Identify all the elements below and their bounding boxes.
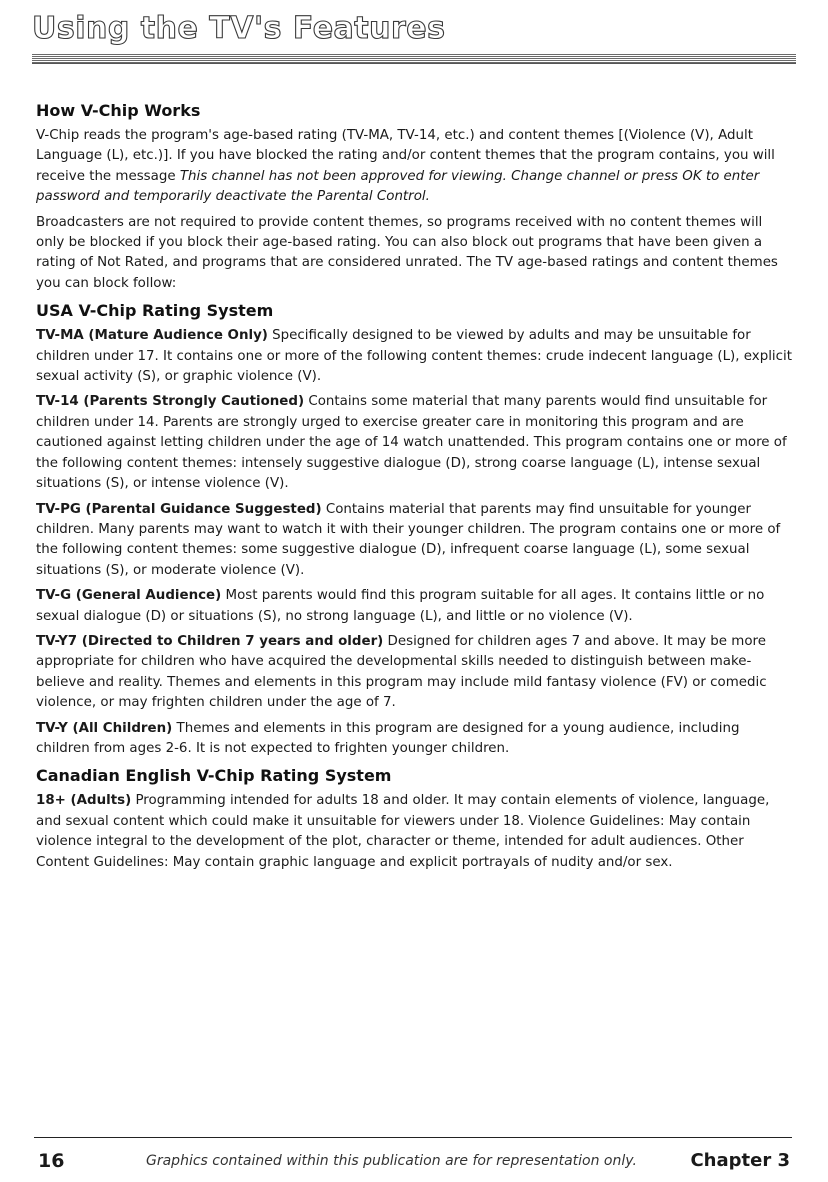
- rating-term: TV-PG (Parental Guidance Suggested): [36, 501, 322, 517]
- paragraph-broadcasters: Broadcasters are not required to provide content themes, so programs received with no content themes will only be blocked if you block their age-based rating. You can also block out programs that have been given a rating of Not Rated, and programs that are considered unrated. The TV age-based ratings and content themes you can block follow:: [36, 214, 778, 291]
- paragraph-how-intro: [36, 126, 792, 208]
- rating-description: Programming intended for adults 18 and older. It may contain elements of violence, language, and sexual content which could make it unsuitable for viewers under 18. Violence Guidelines: May contain violence integral to the development of the plot, character or theme, intended for adult audiences. Other Content Guidelines: May contain graphic language and explicit portrayals of nudity and/or sex.: [36, 793, 770, 870]
- footer-disclaimer: Graphics contained within this publication are for representation only.: [146, 1153, 637, 1169]
- rating-entry-tv-y: [36, 719, 792, 760]
- rating-entry-tv-ma: [36, 326, 792, 387]
- section-heading-usa-rating-system: USA V-Chip Rating System: [36, 301, 274, 321]
- page-header: [32, 10, 796, 64]
- chapter-label: Chapter 3: [690, 1150, 790, 1171]
- page-number: 16: [38, 1150, 65, 1172]
- rating-entry-tv-y7: [36, 632, 792, 714]
- section-heading-how-v-chip-works: How V-Chip Works: [36, 101, 201, 120]
- page-footer: [34, 1137, 792, 1178]
- rating-term: TV-G (General Audience): [36, 588, 222, 604]
- rating-term: 18+ (Adults): [36, 793, 132, 809]
- main-content: [36, 100, 792, 878]
- paragraph-how-intro-text: V-Chip reads the program's age-based rating (TV-MA, TV-14, etc.) and content themes [(Violence (V), Adult Language (L), etc.)]. If you have blocked the rating and/or content themes that the program contains, you will receive the message: [36, 128, 775, 184]
- rating-entry-tv-pg: [36, 500, 792, 582]
- rating-description: Contains some material that many parents would find unsuitable for children under 14. Parents are strongly urged to exercise greater care in monitoring this program and are cautioned against letting children under the age of 14 watch unattended. This program contains one or more of the following content themes: intensely suggestive dialogue (D), strong coarse language (L), intense sexual situations (S), or intense violence (V).: [36, 394, 787, 492]
- rating-entry-18-plus: [36, 791, 792, 873]
- rating-entry-tv-g: [36, 586, 792, 627]
- rating-term: TV-14 (Parents Strongly Cautioned): [36, 394, 305, 410]
- page-title: Using the TV's Features: [32, 11, 446, 46]
- rating-term: TV-MA (Mature Audience Only): [36, 328, 268, 344]
- blocked-message-text: This channel has not been approved for viewing. Change channel or press OK to enter password and temporarily deactivate the Parental Control.: [36, 168, 760, 205]
- rating-entry-tv-14: [36, 392, 792, 494]
- rating-term: TV-Y7 (Directed to Children 7 years and older): [36, 633, 384, 649]
- rating-description: Specifically designed to be viewed by adults and may be unsuitable for children under 17. It contains one or more of the following content themes: crude indecent language (L), explicit sexual activity (S), or graphic violence (V).: [36, 328, 792, 385]
- header-rule: [32, 54, 796, 64]
- rating-term: TV-Y (All Children): [36, 720, 173, 736]
- rating-description: Designed for children ages 7 and above. It may be more appropriate for children who have acquired the developmental skills needed to distinguish between make-believe and reality. Themes and elements in this program may include mild fantasy violence (FV) or comedic violence, or may frighten children under the age of 7.: [36, 633, 767, 711]
- rating-description: Contains material that parents may find unsuitable for younger children. Many parents may want to watch it with their younger children. The program contains one or more of the following content themes: some suggestive dialogue (D), infrequent coarse language (L), some sexual situations (S), or moderate violence (V).: [36, 501, 781, 578]
- rating-description: Most parents would find this program suitable for all ages. It contains little or no sexual dialogue (D) or situations (S), no strong language (L), and little or no violence (V).: [36, 588, 765, 624]
- rating-description: Themes and elements in this program are designed for a young audience, including children from ages 2-6. It is not expected to frighten younger children.: [36, 720, 740, 756]
- section-heading-canadian-rating-system: Canadian English V-Chip Rating System: [36, 766, 392, 786]
